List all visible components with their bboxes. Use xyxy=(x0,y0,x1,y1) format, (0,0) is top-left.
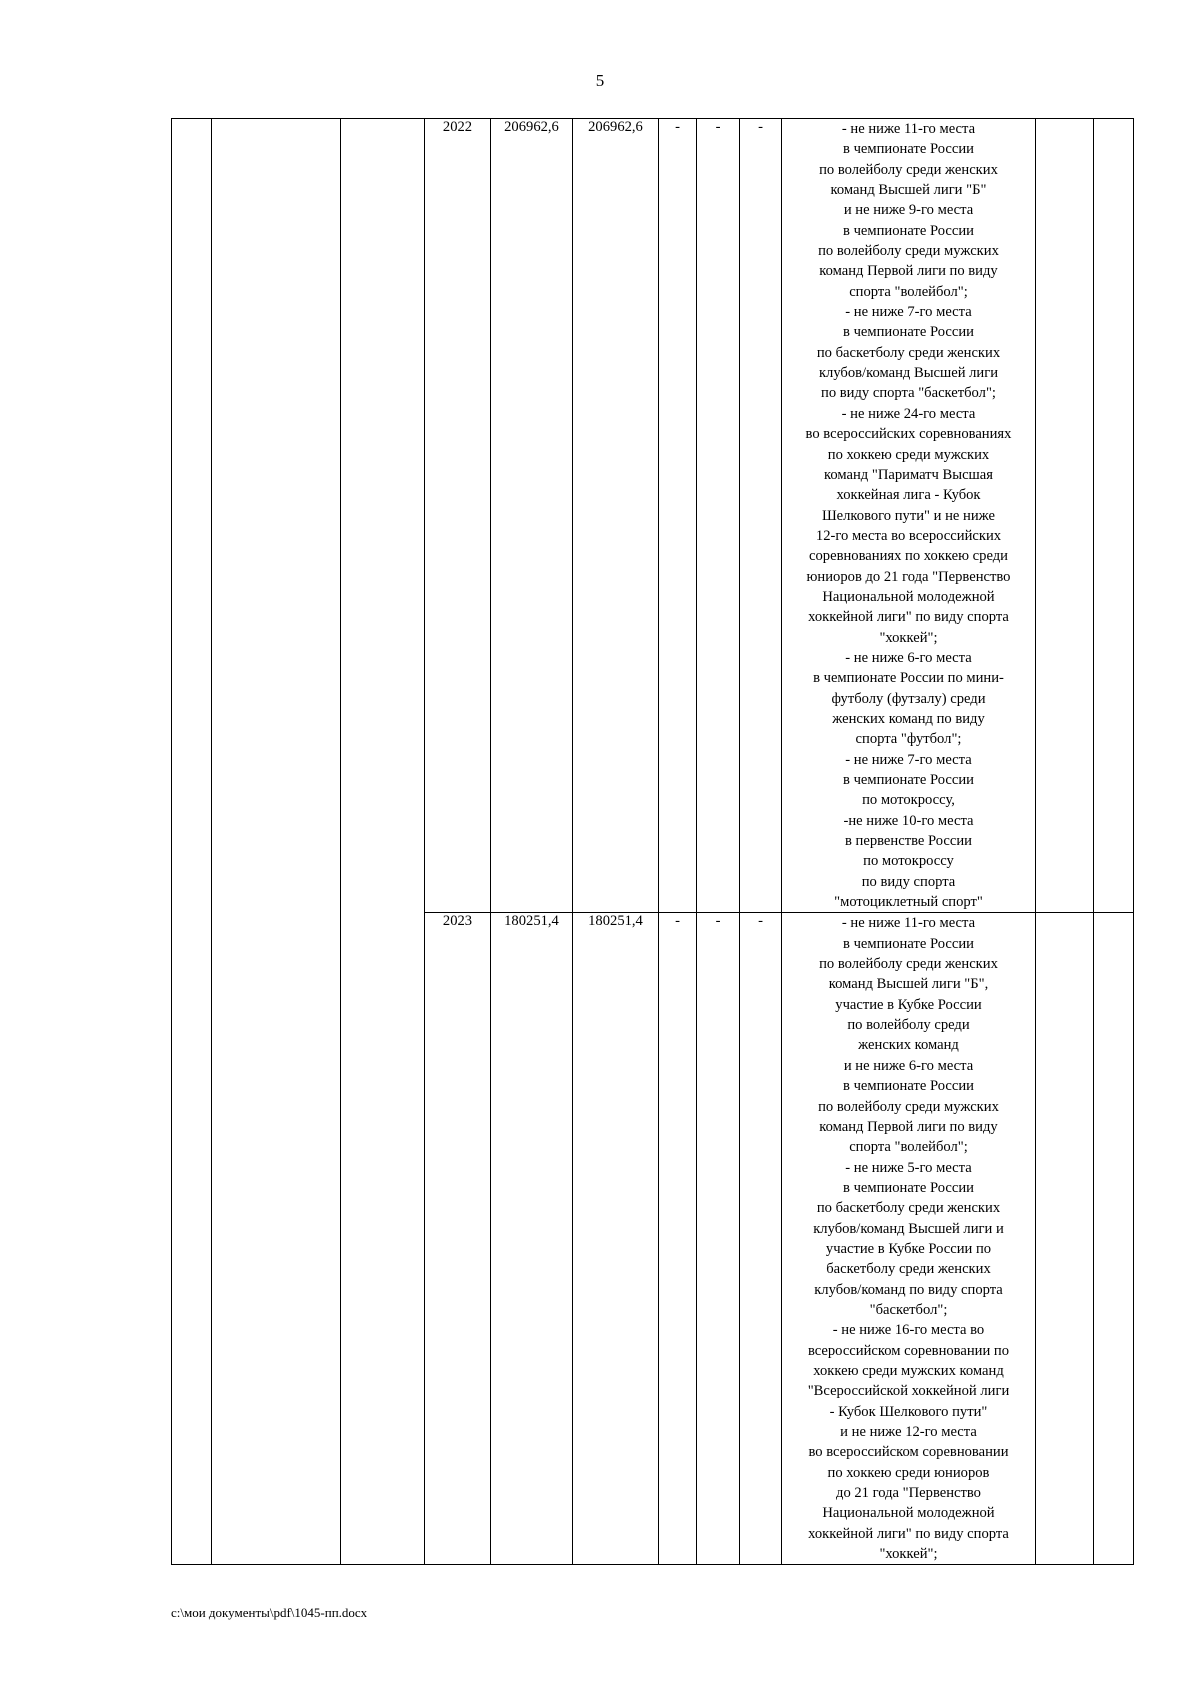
result-line: - не ниже 6-го места xyxy=(845,649,972,666)
result-line: "баскетбол"; xyxy=(869,1301,948,1318)
result-line: по волейболу среди женских xyxy=(819,161,998,178)
result-line: клубов/команд по виду спорта xyxy=(814,1281,1003,1298)
result-line: по баскетболу среди женских xyxy=(816,344,1001,361)
result-line: "мотоциклетный спорт" xyxy=(834,894,983,911)
empty-cell xyxy=(212,119,341,1565)
result-line: по виду спорта "баскетбол"; xyxy=(821,385,996,402)
result-line: 12-го места во всероссийских xyxy=(815,527,1002,544)
expected-results-cell xyxy=(782,913,1036,1565)
result-line: - не ниже 16-го места во xyxy=(832,1322,985,1339)
result-line: в чемпионате России xyxy=(843,324,974,341)
result-line: в чемпионате России xyxy=(843,222,974,239)
result-line: по баскетболу среди женских xyxy=(816,1200,1001,1217)
result-line: по волейболу среди мужских xyxy=(818,243,999,260)
result-line: Национальной молодежной xyxy=(822,588,995,605)
result-line: по хоккею среди мужских xyxy=(827,446,990,463)
empty-cell xyxy=(341,119,425,1565)
empty-cell xyxy=(1094,913,1134,1565)
result-line: Шелкового пути" и не ниже xyxy=(821,507,996,524)
amount-total-cell: 206962,6 xyxy=(491,119,573,913)
result-line: - не ниже 7-го места xyxy=(845,751,972,768)
result-line: баскетболу среди женских xyxy=(826,1261,991,1278)
result-line: по волейболу среди xyxy=(847,1017,970,1034)
result-line: участие в Кубке России xyxy=(835,996,982,1013)
result-line: во всероссийском соревновании xyxy=(808,1444,1009,1461)
amount-total-cell: 180251,4 xyxy=(491,913,573,1565)
result-line: участие в Кубке России по xyxy=(825,1240,992,1257)
result-line: в чемпионате России xyxy=(843,772,974,788)
result-line: по виду спорта xyxy=(861,873,956,890)
result-line: клубов/команд Высшей лиги xyxy=(818,365,999,382)
footer-file-path: c:\мои документы\pdf\1045-пп.docx xyxy=(171,1605,368,1620)
expected-results-cell xyxy=(782,119,1036,913)
result-line: по волейболу среди женских xyxy=(819,956,998,973)
result-line: в чемпионате России xyxy=(843,1179,974,1196)
result-line: хоккейной лиги" по виду спорта xyxy=(808,1525,1009,1542)
result-line: и не ниже 9-го места xyxy=(843,202,974,219)
result-line: по мотокроссу, xyxy=(862,792,955,809)
result-line: спорта "волейбол"; xyxy=(849,283,968,300)
result-line: - не ниже 5-го места xyxy=(845,1159,972,1176)
result-line: юниоров до 21 года "Первенство xyxy=(806,568,1011,585)
year-cell: 2023 xyxy=(425,913,491,1565)
result-line: команд Первой лиги по виду xyxy=(819,263,998,280)
result-line: хоккейной лиги" по виду спорта xyxy=(808,609,1009,626)
result-line: по волейболу среди мужских xyxy=(818,1098,999,1115)
result-line: "хоккей"; xyxy=(879,1546,938,1563)
result-line: в первенстве России xyxy=(845,833,972,850)
result-line: футболу (футзалу) среди xyxy=(831,690,986,707)
result-line: - не ниже 7-го места xyxy=(845,304,972,321)
result-line: - не ниже 24-го места xyxy=(841,405,976,422)
result-line: - не ниже 11-го места xyxy=(841,121,976,137)
result-line: в чемпионате России xyxy=(843,141,974,158)
empty-cell xyxy=(1036,913,1094,1565)
result-line: в чемпионате России по мини- xyxy=(813,670,1004,687)
dash-cell: - xyxy=(697,913,740,1565)
result-line: в чемпионате России xyxy=(843,1078,974,1095)
empty-cell xyxy=(1036,119,1094,913)
result-line: во всероссийских соревнованиях xyxy=(805,426,1012,443)
dash-cell: - xyxy=(740,119,782,913)
table-row xyxy=(172,119,1134,913)
dash-cell: - xyxy=(740,913,782,1565)
page-number: 5 xyxy=(595,71,605,90)
result-line: соревнованиях по хоккею среди xyxy=(809,548,1008,565)
empty-cell xyxy=(172,119,212,1565)
result-line: женских команд по виду xyxy=(832,710,985,727)
amount-source-cell: 180251,4 xyxy=(573,913,659,1565)
dash-cell: - xyxy=(659,913,697,1565)
dash-cell: - xyxy=(697,119,740,913)
result-line: - Кубок Шелкового пути" xyxy=(829,1403,988,1420)
result-line: - не ниже 11-го места xyxy=(841,915,976,932)
result-line: по мотокроссу xyxy=(863,853,954,870)
result-line: хоккейная лига - Кубок xyxy=(836,487,981,504)
result-line: в чемпионате России xyxy=(843,935,974,952)
year-cell: 2022 xyxy=(425,119,491,913)
result-line: и не ниже 6-го места xyxy=(843,1057,974,1074)
result-line: "Всероссийской хоккейной лиги xyxy=(807,1383,1010,1400)
result-line: клубов/команд Высшей лиги и xyxy=(813,1220,1004,1237)
result-line: команд Высшей лиги "Б", xyxy=(828,976,989,993)
result-line: по хоккею среди юниоров xyxy=(827,1464,990,1481)
result-line: женских команд xyxy=(858,1037,959,1054)
result-line: и не ниже 12-го места xyxy=(840,1424,977,1440)
result-line: всероссийском соревновании по xyxy=(807,1342,1010,1359)
result-line: до 21 года "Первенство xyxy=(836,1485,981,1502)
result-line: спорта "футбол"; xyxy=(855,731,962,748)
result-line: спорта "волейбол"; xyxy=(849,1139,968,1156)
result-line: "хоккей"; xyxy=(879,629,938,646)
dash-cell: - xyxy=(659,119,697,913)
result-line: команд Первой лиги по виду xyxy=(819,1118,998,1135)
result-line: команд "Париматч Высшая xyxy=(824,466,993,483)
result-line: команд Высшей лиги "Б" xyxy=(830,182,987,199)
amount-source-cell: 206962,6 xyxy=(573,119,659,913)
result-line: Национальной молодежной xyxy=(822,1505,995,1522)
result-line: -не ниже 10-го места xyxy=(843,812,974,829)
empty-cell xyxy=(1094,119,1134,913)
result-line: хоккею среди мужских команд xyxy=(813,1362,1004,1379)
program-funding-table xyxy=(171,118,1134,1565)
